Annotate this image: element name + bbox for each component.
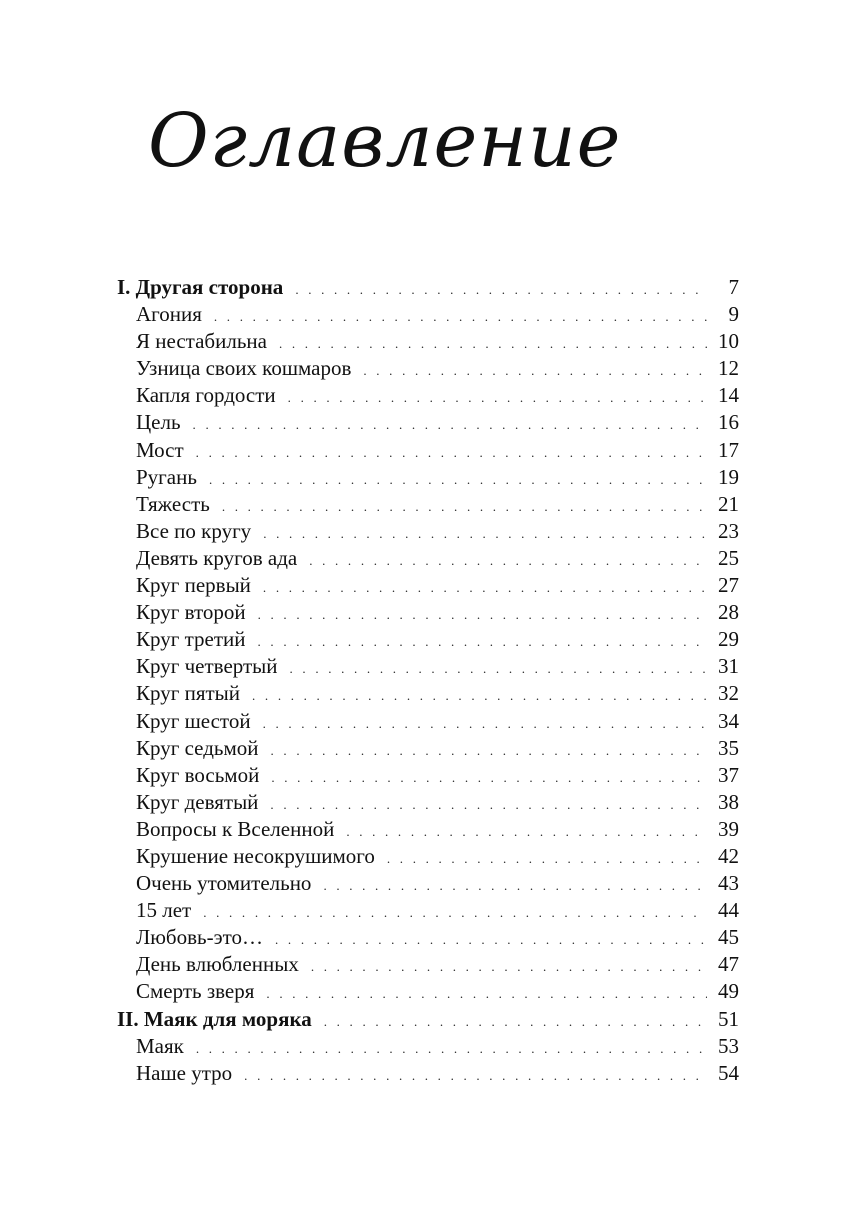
dot-leader bbox=[270, 791, 707, 818]
toc-entry-title: Крушение несокрушимого bbox=[136, 843, 375, 868]
toc-entry-title: Капля гордости bbox=[136, 383, 276, 408]
toc-page-number: 47 bbox=[718, 952, 739, 977]
toc-chapter-entry bbox=[117, 1033, 739, 1060]
dot-leader bbox=[203, 899, 707, 926]
toc-chapter-entry bbox=[117, 355, 739, 382]
toc-entry-title: Очень утомительно bbox=[136, 871, 312, 896]
toc-chapter-entry bbox=[117, 870, 739, 897]
toc-page-number: 28 bbox=[718, 600, 739, 625]
dot-leader bbox=[214, 303, 707, 330]
dot-leader bbox=[363, 357, 707, 384]
toc-chapter-entry bbox=[117, 680, 739, 707]
dot-leader bbox=[263, 710, 707, 737]
dot-leader bbox=[266, 980, 707, 1007]
toc-entry-title: Круг восьмой bbox=[136, 762, 260, 787]
toc-page-number: 37 bbox=[718, 762, 739, 787]
toc-entry-title: День влюбленных bbox=[136, 952, 299, 977]
toc-page-number: 42 bbox=[718, 843, 739, 868]
toc-entry-title: Ругань bbox=[136, 464, 197, 489]
toc-chapter-entry bbox=[117, 816, 739, 843]
toc-entry-title: Я нестабильна bbox=[136, 329, 267, 354]
toc-page-number: 43 bbox=[718, 871, 739, 896]
toc-chapter-entry bbox=[117, 301, 739, 328]
dot-leader bbox=[290, 655, 707, 682]
toc-page-number: 14 bbox=[718, 383, 739, 408]
toc-entry-title: Цель bbox=[136, 410, 181, 435]
toc-entry-title: Круг первый bbox=[136, 573, 251, 598]
toc-entry-title: Тяжесть bbox=[136, 491, 210, 516]
toc-chapter-entry bbox=[117, 382, 739, 409]
toc-entry-title: I. Другая сторона bbox=[117, 275, 284, 299]
dot-leader bbox=[252, 682, 707, 709]
toc-chapter-entry bbox=[117, 572, 739, 599]
toc-page-number: 44 bbox=[718, 898, 739, 923]
dot-leader bbox=[279, 330, 707, 357]
toc-chapter-entry bbox=[117, 328, 739, 355]
toc-chapter-entry bbox=[117, 978, 739, 1005]
toc-chapter-entry bbox=[117, 735, 739, 762]
dot-leader bbox=[222, 493, 707, 520]
dot-leader bbox=[263, 574, 707, 601]
toc-chapter-entry bbox=[117, 545, 739, 572]
toc-page-number: 7 bbox=[728, 275, 739, 299]
toc-entry-title: Круг седьмой bbox=[136, 735, 259, 760]
toc-page-number: 53 bbox=[718, 1033, 739, 1058]
toc-page-number: 34 bbox=[718, 708, 739, 733]
toc-entry-title: Агония bbox=[136, 302, 202, 327]
toc-page-number: 16 bbox=[718, 410, 739, 435]
toc-page-number: 31 bbox=[718, 654, 739, 679]
toc-entry-title: Наше утро bbox=[136, 1060, 233, 1085]
dot-leader bbox=[258, 601, 707, 628]
toc-entry-title: Круг третий bbox=[136, 627, 246, 652]
dot-leader bbox=[387, 845, 707, 872]
toc-chapter-entry bbox=[117, 843, 739, 870]
toc-part-entry bbox=[117, 1006, 739, 1033]
dot-leader bbox=[196, 439, 707, 466]
toc-chapter-entry bbox=[117, 518, 739, 545]
toc-page-number: 21 bbox=[718, 491, 739, 516]
toc-chapter-entry bbox=[117, 653, 739, 680]
dot-leader bbox=[346, 818, 707, 845]
dot-leader bbox=[295, 276, 707, 303]
toc-entry-title: Девять кругов ада bbox=[136, 545, 298, 570]
toc-chapter-entry bbox=[117, 464, 739, 491]
toc-chapter-entry bbox=[117, 789, 739, 816]
toc-chapter-entry bbox=[117, 626, 739, 653]
toc-page-number: 29 bbox=[718, 627, 739, 652]
dot-leader bbox=[209, 466, 707, 493]
toc-page-number: 38 bbox=[718, 789, 739, 814]
dot-leader bbox=[324, 1008, 707, 1035]
dot-leader bbox=[309, 547, 707, 574]
toc-chapter-entry bbox=[117, 762, 739, 789]
dot-leader bbox=[193, 411, 707, 438]
dot-leader bbox=[263, 520, 707, 547]
toc-page-number: 39 bbox=[718, 816, 739, 841]
dot-leader bbox=[244, 1062, 707, 1089]
dot-leader bbox=[258, 628, 707, 655]
toc-entry-title: Круг шестой bbox=[136, 708, 251, 733]
toc-page-number: 54 bbox=[718, 1060, 739, 1085]
toc-entry-title: Круг четвертый bbox=[136, 654, 278, 679]
toc-part-entry bbox=[117, 274, 739, 301]
toc-page-number: 27 bbox=[718, 573, 739, 598]
dot-leader bbox=[311, 953, 707, 980]
dot-leader bbox=[271, 764, 707, 791]
toc-chapter-entry bbox=[117, 437, 739, 464]
toc-page-number: 19 bbox=[718, 464, 739, 489]
toc-page-number: 35 bbox=[718, 735, 739, 760]
toc-entry-title: Любовь-это… bbox=[136, 925, 264, 950]
toc-entry-title: Круг девятый bbox=[136, 789, 259, 814]
toc-entry-title: Маяк bbox=[136, 1033, 184, 1058]
dot-leader bbox=[275, 926, 707, 953]
toc-page-number: 17 bbox=[718, 437, 739, 462]
toc-entry-title: II. Маяк для моряка bbox=[117, 1006, 312, 1031]
toc-page-number: 51 bbox=[718, 1006, 739, 1031]
toc-entry-title: Мост bbox=[136, 437, 184, 462]
toc-chapter-entry bbox=[117, 924, 739, 951]
toc-entry-title: Узница своих кошмаров bbox=[136, 356, 352, 381]
dot-leader bbox=[288, 384, 707, 411]
toc-chapter-entry bbox=[117, 599, 739, 626]
toc-page-number: 45 bbox=[718, 925, 739, 950]
toc-page-number: 10 bbox=[718, 329, 739, 354]
toc-page-number: 25 bbox=[718, 545, 739, 570]
table-of-contents bbox=[117, 274, 739, 1087]
toc-chapter-entry bbox=[117, 491, 739, 518]
page-title: Оглавление bbox=[148, 98, 622, 184]
toc-chapter-entry bbox=[117, 708, 739, 735]
toc-chapter-entry bbox=[117, 951, 739, 978]
dot-leader bbox=[271, 737, 707, 764]
toc-entry-title: 15 лет bbox=[136, 898, 192, 923]
toc-entry-title: Круг пятый bbox=[136, 681, 241, 706]
toc-page-number: 32 bbox=[718, 681, 739, 706]
toc-entry-title: Круг второй bbox=[136, 600, 246, 625]
toc-page-number: 9 bbox=[728, 302, 739, 327]
toc-entry-title: Вопросы к Вселенной bbox=[136, 816, 335, 841]
toc-chapter-entry bbox=[117, 1060, 739, 1087]
toc-chapter-entry bbox=[117, 409, 739, 436]
dot-leader bbox=[323, 872, 707, 899]
dot-leader bbox=[196, 1035, 707, 1062]
toc-entry-title: Смерть зверя bbox=[136, 979, 255, 1004]
toc-page-number: 12 bbox=[718, 356, 739, 381]
toc-entry-title: Все по кругу bbox=[136, 518, 252, 543]
toc-chapter-entry bbox=[117, 897, 739, 924]
toc-page-number: 23 bbox=[718, 518, 739, 543]
toc-page-number: 49 bbox=[718, 979, 739, 1004]
